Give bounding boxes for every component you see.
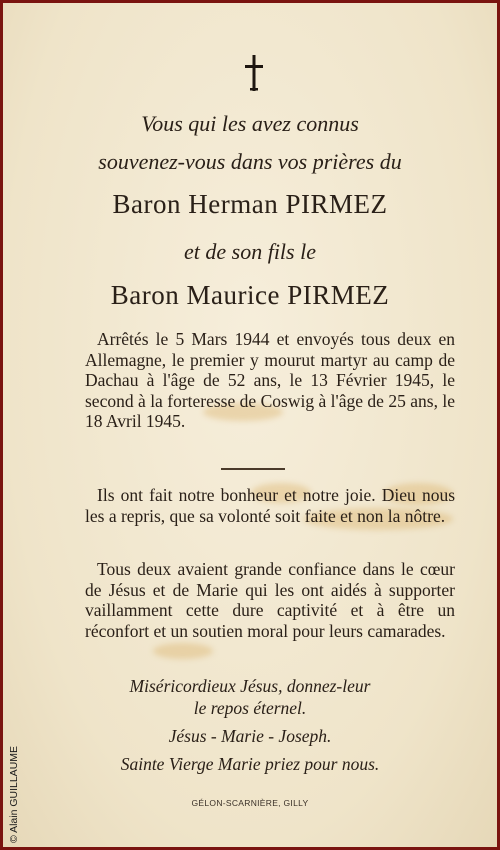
intro-line-1: Vous qui les avez connus <box>141 111 359 136</box>
prayer-line-2: le repos éternel. <box>193 698 307 718</box>
printer-credit: GÉLON-SCARNIÈRE, GILLY <box>191 798 309 808</box>
prayer-line-1: Miséricordieux Jésus, donnez-leur <box>129 676 371 696</box>
photo-credit: © Alain GUILLAUME <box>8 745 20 843</box>
divider-rule <box>221 468 285 470</box>
cross-icon <box>243 55 265 91</box>
stain-mark <box>153 643 213 659</box>
name-herman: Baron Herman PIRMEZ <box>112 189 388 219</box>
prayer-line-3: Jésus - Marie - Joseph. <box>168 726 332 746</box>
intro-line-2: souvenez-vous dans vos prières du <box>98 149 402 174</box>
prayer-line-4: Sainte Vierge Marie priez pour nous. <box>120 754 380 774</box>
name-maurice: Baron Maurice PIRMEZ <box>110 280 390 310</box>
connector-line: et de son fils le <box>184 239 316 264</box>
joy-paragraph: Ils ont fait notre bonheur et notre joie. Dieu nous les a repris, que sa volonté soit faite et non la nôtre. <box>85 485 455 526</box>
faith-paragraph: Tous deux avaient grande confiance dans le cœur de Jésus et de Marie qui les ont aidés à supporter vaillamment cette dure captivité et à être un réconfort et un soutien moral pour leurs camarades. <box>85 559 455 641</box>
arrest-paragraph: Arrêtés le 5 Mars 1944 et envoyés tous deux en Allemagne, le premier y mourut martyr au camp de Dachau à l'âge de 52 ans, le 13 Février 1945, le second à la forteresse de Coswig à l'âge de 25 ans, le 18 Avril 1945. <box>85 329 455 431</box>
